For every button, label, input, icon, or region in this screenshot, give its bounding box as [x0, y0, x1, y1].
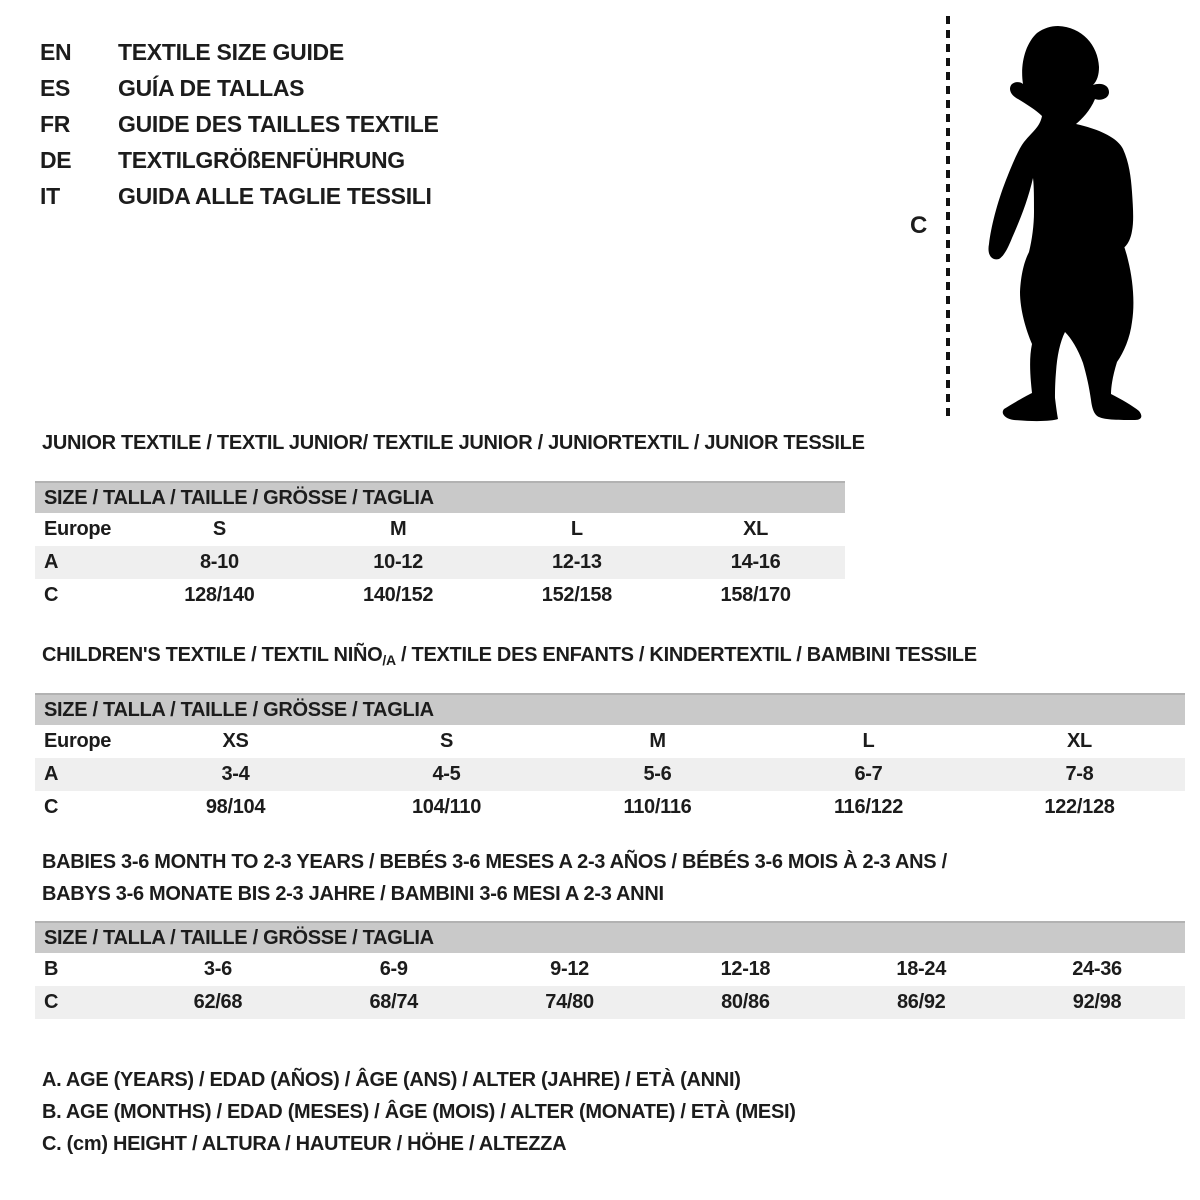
cell-value: 7-8 [1065, 763, 1094, 785]
size-table-header: SIZE / TALLA / TAILLE / GRÖSSE / TAGLIA [35, 921, 1185, 953]
section-title [42, 430, 865, 456]
row-label: A [44, 551, 59, 573]
title-segment: JUNIOR TEXTILE / TEXTIL JUNIOR/ TEXTILE JUNIOR / JUNIORTEXTIL / JUNIOR TESSILE [42, 432, 865, 454]
table-row [35, 986, 1185, 1019]
cell-value: 62/68 [193, 991, 243, 1013]
row-label: A [44, 763, 59, 785]
language-code: EN [40, 39, 72, 65]
row-label: C [44, 584, 59, 606]
cell-value: 110/116 [623, 796, 692, 818]
cell-value: 74/80 [545, 991, 594, 1013]
legend-line: A. AGE (YEARS) / EDAD (AÑOS) / ÂGE (ANS) / ALTER (JAHRE) / ETÀ (ANNI) [42, 1069, 741, 1091]
title-segment: / TEXTILE DES ENFANTS / KINDERTEXTIL / BAMBINI TESSILE [395, 644, 977, 666]
cell-value: M [649, 730, 666, 752]
language-code: FR [40, 111, 71, 137]
table-row [35, 791, 1185, 824]
cell-value: 98/104 [205, 796, 266, 818]
row-label: C [44, 796, 59, 818]
cell-value: 24-36 [1072, 958, 1122, 980]
row-label: C [44, 991, 59, 1013]
cell-value: 12-18 [720, 958, 771, 980]
cell-value: 10-12 [373, 551, 423, 573]
row-label: B [44, 958, 59, 980]
language-row [40, 106, 439, 142]
language-row [40, 70, 439, 106]
section-junior-textile [35, 430, 865, 612]
language-code: IT [40, 183, 60, 209]
row-label: Europe [44, 730, 112, 752]
table-row [35, 758, 1185, 791]
cell-value: 9-12 [550, 958, 589, 980]
section-title-line [42, 846, 1185, 878]
size-table [35, 921, 1185, 1019]
title-segment: BABYS 3-6 MONATE BIS 2-3 JAHRE / BAMBINI 3-6 MESI A 2-3 ANNI [42, 883, 664, 905]
height-measure-dashed-line [946, 16, 950, 418]
cell-value: 6-9 [379, 958, 408, 980]
cell-value: 14-16 [730, 551, 781, 573]
language-row [40, 34, 439, 70]
cell-value: XL [1067, 730, 1092, 752]
language-label: GUIDA ALLE TAGLIE TESSILI [118, 183, 432, 209]
cell-value: 86/92 [896, 991, 946, 1013]
cell-value: S [212, 518, 226, 540]
cell-value: M [389, 518, 407, 540]
cell-value: 128/140 [184, 584, 255, 606]
row-label: Europe [44, 518, 112, 540]
legend-line: C. (cm) HEIGHT / ALTURA / HAUTEUR / HÖHE / ALTEZZA [42, 1133, 567, 1155]
cell-value: 140/152 [363, 584, 434, 606]
cell-value: 152/158 [541, 584, 612, 606]
cell-value: 104/110 [411, 796, 482, 818]
section-title [42, 642, 1185, 673]
cell-value: L [862, 730, 875, 752]
cell-value: S [439, 730, 454, 752]
cell-value: 116/122 [833, 796, 904, 818]
table-row [35, 725, 1185, 758]
cell-value: L [570, 518, 583, 540]
table-row [35, 953, 1185, 986]
table-row [35, 579, 845, 612]
cell-value: 4-5 [432, 763, 461, 785]
title-segment: BABIES 3-6 MONTH TO 2-3 YEARS / BEBÉS 3-6 MESES A 2-3 AÑOS / BÉBÉS 3-6 MOIS À 2-3 ANS / [42, 851, 947, 873]
cell-value: 68/74 [369, 991, 419, 1013]
title-segment: /A [382, 652, 396, 668]
language-code: DE [40, 147, 72, 173]
legend-line: B. AGE (MONTHS) / EDAD (MESES) / ÂGE (MOIS) / ALTER (MONATE) / ETÀ (MESI) [42, 1101, 796, 1123]
size-table [35, 693, 1185, 824]
language-label: TEXTILE SIZE GUIDE [118, 39, 344, 65]
table-row [35, 513, 845, 546]
section-title-line [42, 430, 865, 456]
cell-value: 8-10 [199, 551, 239, 573]
section-title-line [42, 642, 1185, 673]
section-childrens-textile [35, 642, 1185, 824]
cell-value: XL [743, 518, 769, 540]
cell-value: 18-24 [896, 958, 947, 980]
cell-value: 3-4 [221, 763, 250, 785]
size-table [35, 481, 845, 612]
cell-value: 5-6 [643, 763, 672, 785]
size-table-header: SIZE / TALLA / TAILLE / GRÖSSE / TAGLIA [35, 481, 845, 513]
language-label: GUIDE DES TAILLES TEXTILE [118, 111, 439, 137]
size-table-header: SIZE / TALLA / TAILLE / GRÖSSE / TAGLIA [35, 693, 1185, 725]
section-title [42, 846, 1185, 910]
language-list [40, 34, 439, 214]
cell-value: XS [222, 730, 249, 752]
language-label: GUÍA DE TALLAS [118, 75, 305, 101]
title-segment: CHILDREN'S TEXTILE / TEXTIL NIÑO [42, 644, 383, 666]
cell-value: 80/86 [721, 991, 770, 1013]
height-measure-label: C [910, 212, 928, 239]
language-row [40, 142, 439, 178]
table-row [35, 546, 845, 579]
cell-value: 158/170 [720, 584, 791, 606]
language-row [40, 178, 439, 214]
language-label: TEXTILGRÖßENFÜHRUNG [118, 147, 405, 173]
cell-value: 6-7 [854, 763, 883, 785]
cell-value: 122/128 [1044, 796, 1115, 818]
cell-value: 12-13 [552, 551, 602, 573]
cell-value: 3-6 [203, 958, 232, 980]
section-babies [35, 846, 1185, 1019]
language-code: ES [40, 75, 71, 101]
section-title-line [42, 878, 1185, 910]
legend [42, 1064, 796, 1160]
toddler-silhouette-image [962, 20, 1152, 425]
cell-value: 92/98 [1072, 991, 1122, 1013]
